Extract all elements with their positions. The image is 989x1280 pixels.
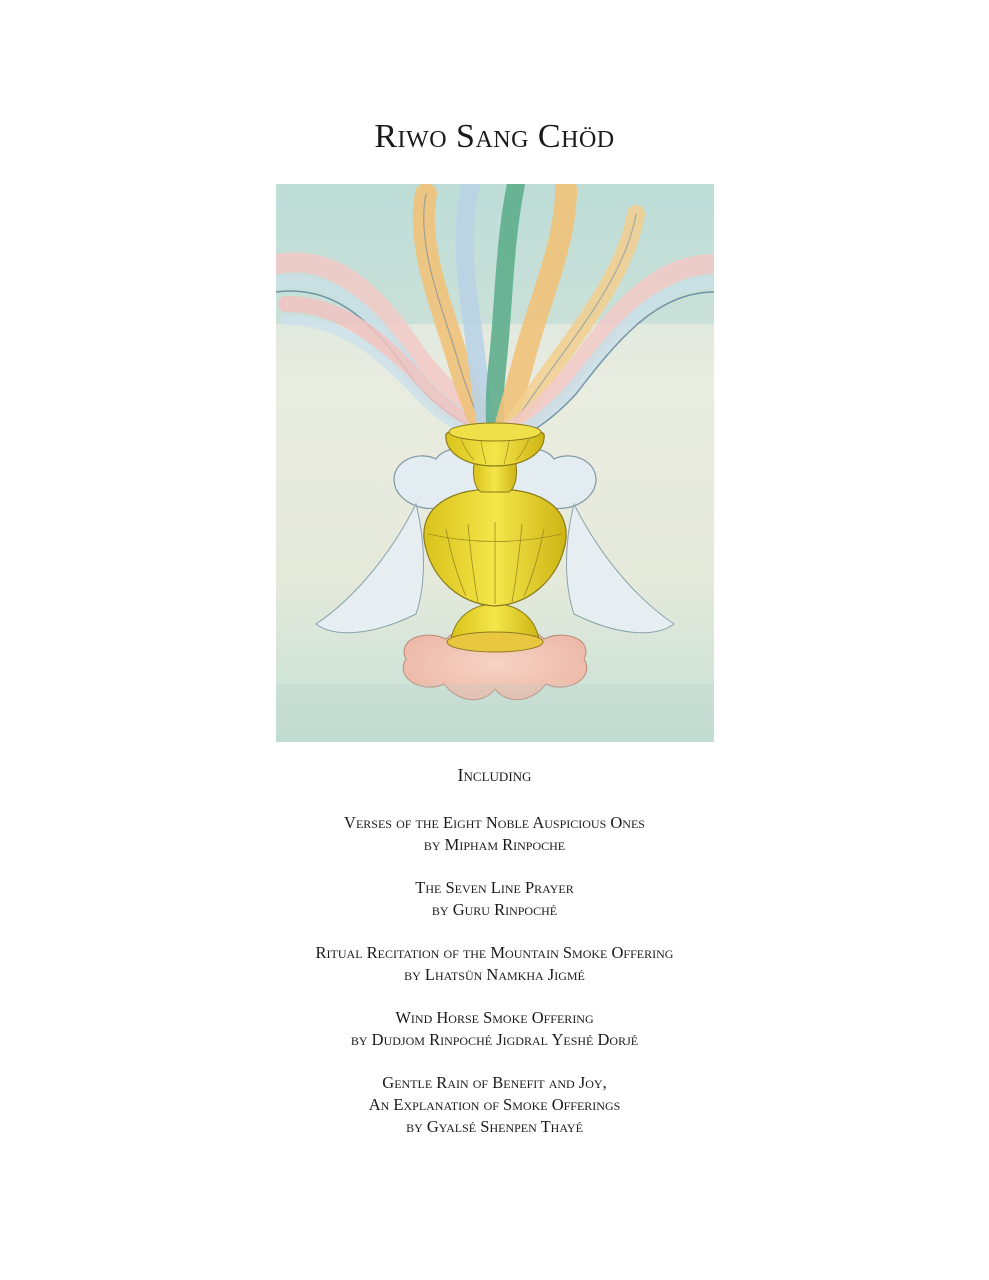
entry-author: by Dudjom Rinpoché Jigdral Yeshé Dorjé xyxy=(350,1030,639,1049)
entry-author: by Lhatsün Namkha Jigmé xyxy=(404,965,585,984)
entry-author: by Gyalsé Shenpen Thayé xyxy=(406,1117,583,1136)
vase-painting xyxy=(276,184,714,742)
entry-subtitle: An Explanation of Smoke Offerings xyxy=(368,1095,621,1114)
entry-title: Ritual Recitation of the Mountain Smoke Offering xyxy=(315,943,674,962)
contents-entry xyxy=(0,877,989,921)
smoke-offering-vase-illustration xyxy=(276,184,714,742)
page-title: Riwo Sang Chöd xyxy=(374,118,615,155)
entry-title: Verses of the Eight Noble Auspicious Ones xyxy=(344,813,645,832)
contents-entry xyxy=(0,1072,989,1138)
contents-list xyxy=(0,812,989,1159)
entry-author: by Guru Rinpoché xyxy=(431,900,558,919)
entry-author: by Mipham Rinpoche xyxy=(423,835,566,854)
including-label: Including xyxy=(457,765,532,785)
entry-title: Wind Horse Smoke Offering xyxy=(395,1008,594,1027)
contents-entry xyxy=(0,1007,989,1051)
entry-title: The Seven Line Prayer xyxy=(415,878,574,897)
contents-entry xyxy=(0,812,989,856)
contents-entry xyxy=(0,942,989,986)
entry-title: Gentle Rain of Benefit and Joy, xyxy=(382,1073,607,1092)
